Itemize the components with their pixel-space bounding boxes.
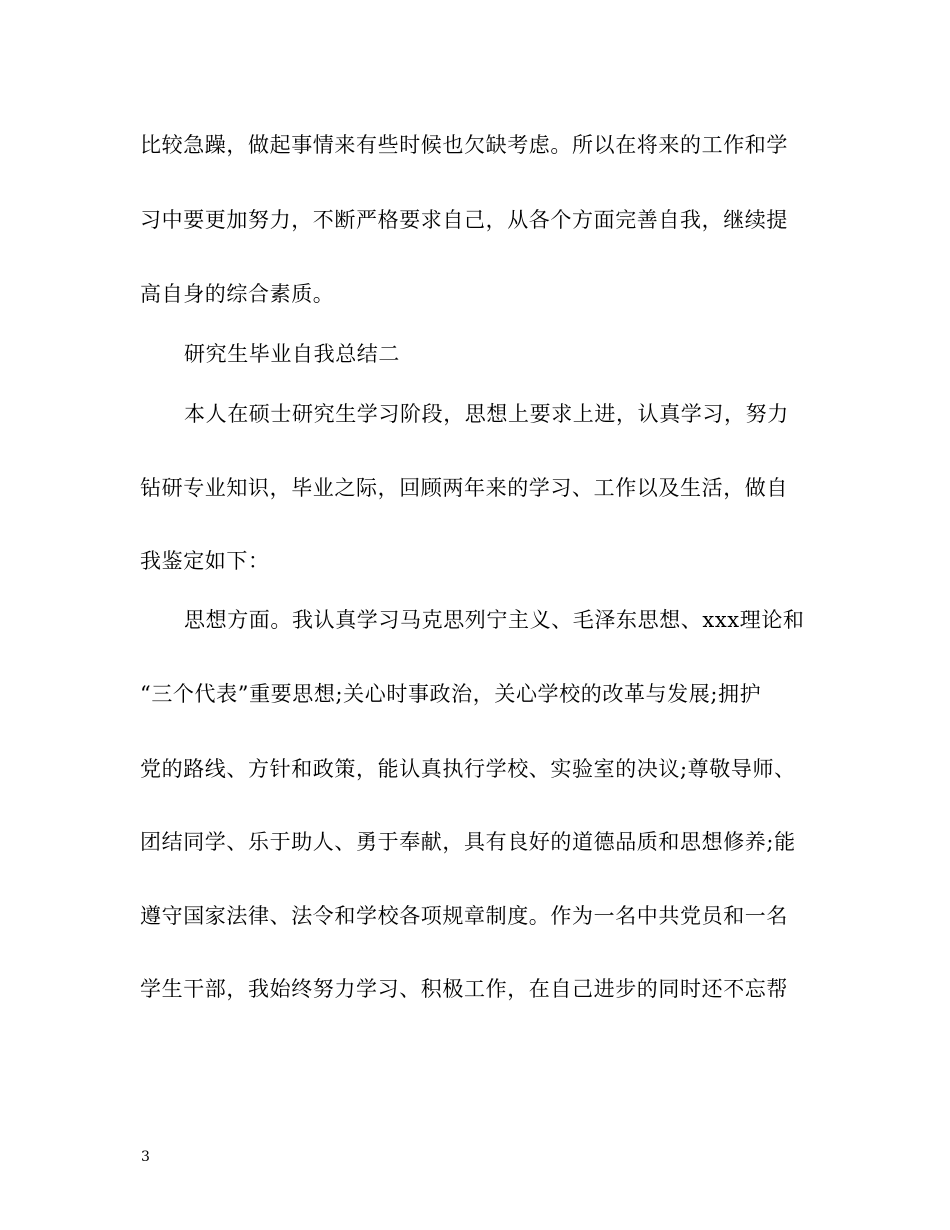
text-line: 党的路线、方针和政策，能认真执行学校、实验室的决议;尊敬导师、 — [140, 757, 796, 781]
text-line: 高自身的综合素质。 — [140, 282, 335, 306]
text-line: 钻研专业知识，毕业之际，回顾两年来的学习、工作以及生活，做自 — [140, 476, 788, 500]
text-line: 学生干部，我始终努力学习、积极工作，在自己进步的同时还不忘帮 — [140, 977, 788, 1001]
text-line: 团结同学、乐于助人、勇于奉献，具有良好的道德品质和思想修养;能 — [140, 830, 796, 854]
text-line: 习中要更加努力，不断严格要求自己，从各个方面完善自我，继续提 — [140, 208, 788, 232]
text-line: 我鉴定如下： — [140, 549, 270, 573]
text-line: 本人在硕士研究生学习阶段，思想上要求上进，认真学习，努力 — [184, 402, 789, 426]
page-number: 3 — [141, 1149, 150, 1165]
text-line: 遵守国家法律、法令和学校各项规章制度。作为一名中共党员和一名 — [140, 904, 788, 928]
text-line: “三个代表”重要思想;关心时事政治，关心学校的改革与发展;拥护 — [140, 682, 762, 706]
text-line: 比较急躁，做起事情来有些时候也欠缺考虑。所以在将来的工作和学 — [140, 133, 788, 157]
section-heading: 研究生毕业自我总结二 — [184, 342, 400, 366]
text-line: 思想方面。我认真学习马克思列宁主义、毛泽东思想、xxx理论和 — [184, 608, 805, 632]
